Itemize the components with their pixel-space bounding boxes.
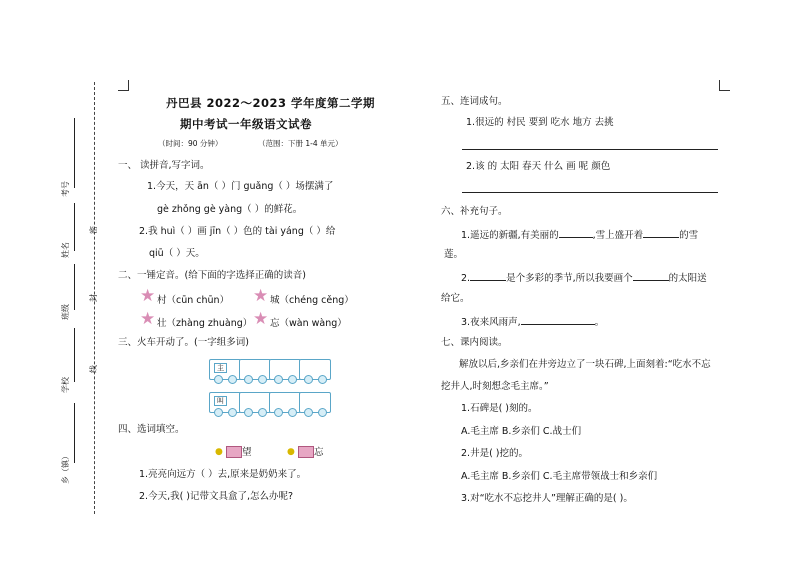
wheel-icon (274, 408, 283, 417)
q5-line2: 2.该 的 太阳 春天 什么 画 呢 颜色 (466, 161, 611, 172)
train-car (239, 392, 271, 413)
q7-q1: 1.石碑是( )刻的。 (461, 403, 538, 414)
fill-blank[interactable] (559, 228, 593, 238)
train-car (269, 392, 301, 413)
chick-icon: ● (215, 447, 223, 457)
train-car (299, 392, 331, 413)
q4-word1: 望 (242, 447, 252, 458)
q6-line2-a: 2. (461, 273, 471, 284)
crop-mark (118, 80, 129, 91)
margin-mi: 密 (89, 226, 98, 234)
margin-xingming-line (74, 203, 75, 251)
q7-q2: 2.井是( )挖的。 (461, 448, 528, 459)
margin-banji: 班级 (61, 304, 70, 320)
exam-scope: （范围：下册 1-4 单元） (258, 139, 343, 148)
wheel-icon (228, 408, 237, 417)
q1-line4: qiū（ ）天。 (149, 248, 205, 259)
margin-kaohao: 考号 (61, 181, 70, 197)
fill-blank[interactable] (633, 271, 669, 281)
answer-line (462, 192, 718, 193)
star-icon: ★ (253, 286, 269, 306)
q7-passage-line2: 挖井人,时刻想念毛主席。” (441, 381, 549, 392)
train-char: 主 (214, 363, 227, 373)
margin-kaohao-line (74, 118, 75, 188)
wheel-icon (214, 408, 223, 417)
crop-mark (719, 80, 730, 91)
train-char: 叫 (214, 396, 227, 406)
q7-heading: 七、课内阅读。 (441, 337, 508, 348)
q6-line3-a: 3.夜来风雨声, (461, 317, 521, 328)
wheel-icon (304, 375, 313, 384)
wheel-icon (304, 408, 313, 417)
wheel-icon (274, 375, 283, 384)
train-car-head (209, 392, 241, 413)
fill-blank[interactable] (643, 228, 679, 238)
margin-xiang: 乡（镇） (61, 452, 70, 484)
q3-heading: 三、火车开动了。(一字组多词) (118, 337, 249, 348)
q7-passage-line1: 解放以后,乡亲们在井旁边立了一块石碑,上面刻着:“吃水不忘 (459, 359, 711, 370)
exam-title-line1: 丹巴县 2022～2023 学年度第二学期 (166, 96, 376, 110)
q6-heading: 六、补充句子。 (441, 206, 508, 217)
q2-option-cun: 村（cūn chūn） (157, 295, 230, 306)
q6-line2 (461, 271, 707, 285)
wheel-icon (288, 375, 297, 384)
q6-line3 (461, 315, 604, 329)
wheel-icon (228, 375, 237, 384)
q2-option-wang: 忘（wàn wàng） (270, 318, 347, 329)
word-card (298, 446, 314, 458)
q4-line1: 1.亮亮向远方（ ）去,原来是奶奶来了。 (139, 469, 307, 480)
q5-heading: 五、连词成句。 (441, 96, 508, 107)
q1-heading: 一、 读拼音,写字词。 (118, 160, 210, 171)
wheel-icon (258, 408, 267, 417)
q6-line1-cont: 莲。 (444, 249, 464, 260)
q6-line1 (461, 228, 698, 242)
wheel-icon (244, 408, 253, 417)
train-car (299, 359, 331, 380)
margin-xingming: 姓名 (61, 242, 70, 258)
q6-line1-c: 的雪 (679, 230, 699, 241)
q7-q2-options: A.毛主席 B.乡亲们 C.毛主席带领战士和乡亲们 (461, 471, 658, 482)
q4-heading: 四、选词填空。 (118, 424, 185, 435)
chick-icon: ● (287, 447, 295, 457)
margin-banji-line (74, 264, 75, 310)
train-car (269, 359, 301, 380)
wheel-icon (258, 375, 267, 384)
fill-blank[interactable] (521, 315, 595, 325)
margin-xiang-line (74, 403, 75, 463)
star-icon: ★ (140, 286, 156, 306)
answer-line (462, 149, 718, 150)
q2-option-cheng: 城（chéng cěng） (270, 295, 354, 306)
margin-xian: 线 (89, 365, 98, 373)
star-icon: ★ (140, 309, 156, 329)
wheel-icon (214, 375, 223, 384)
word-card (226, 446, 242, 458)
q6-line2-cont: 给它。 (441, 293, 470, 304)
margin-xuexiao-line (74, 328, 75, 382)
q2-heading: 二、一锤定音。(给下面的字选择正确的读音) (118, 270, 306, 281)
q6-line1-b: ,雪上盛开着 (592, 230, 644, 241)
train-car (239, 359, 271, 380)
margin-feng: 封 (89, 294, 98, 302)
train-car-head (209, 359, 241, 380)
exam-title-line2: 期中考试一年级语文试卷 (180, 117, 312, 131)
q4-line2: 2.今天,我( )记带文具盒了,怎么办呢? (139, 491, 294, 502)
wheel-icon (288, 408, 297, 417)
q1-line3: 2.我 huì（ ）画 jīn（ ）色的 tài yáng（ ）给 (139, 226, 336, 237)
q7-q3: 3.对“吃水不忘挖井人”理解正确的是( )。 (461, 493, 633, 504)
q7-q1-options: A.毛主席 B.乡亲们 C.战士们 (461, 426, 582, 437)
q1-line1: 1.今天，天 ān（ ）门 guǎng（ ）场摆满了 (147, 181, 334, 192)
q5-line1: 1.很远的 村民 要到 吃水 地方 去挑 (466, 117, 614, 128)
exam-time: （时间：90 分钟） (158, 139, 223, 148)
q2-option-zhuang: 壮（zhàng zhuàng） (157, 318, 253, 329)
star-icon: ★ (253, 309, 269, 329)
q6-line3-b: 。 (594, 317, 605, 328)
q6-line1-a: 1.遥远的新疆,有美丽的 (461, 230, 559, 241)
wheel-icon (244, 375, 253, 384)
wheel-icon (318, 408, 327, 417)
wheel-icon (318, 375, 327, 384)
q6-line2-b: 是个多彩的季节,所以我要画个 (506, 273, 633, 284)
q1-line2: gè zhǒng gè yàng（ ）的鲜花。 (157, 204, 303, 215)
fill-blank[interactable] (470, 271, 506, 281)
margin-xuexiao: 学校 (61, 377, 70, 393)
q4-word2: 忘 (314, 447, 324, 458)
q6-line2-c: 的太阳送 (668, 273, 707, 284)
